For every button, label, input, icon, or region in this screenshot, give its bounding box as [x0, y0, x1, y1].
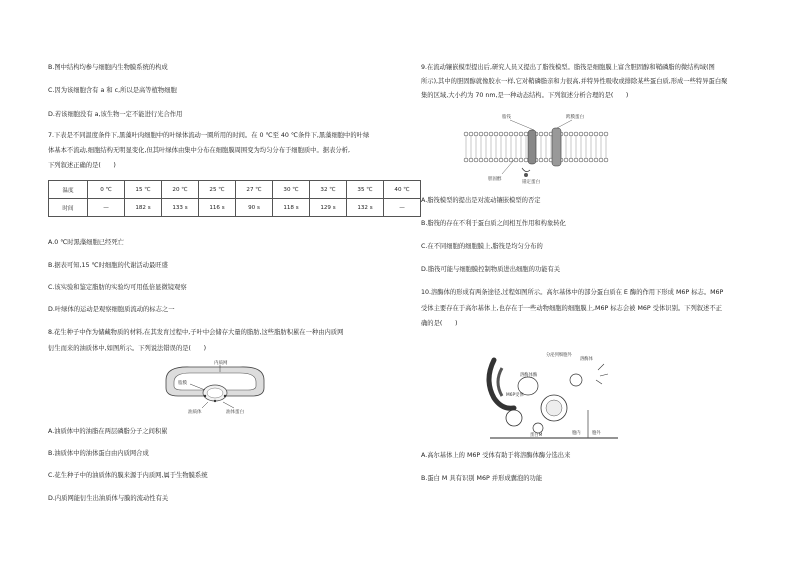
label-m6p-receptor: M6P受体	[506, 393, 524, 398]
label-raft: 脂筏	[502, 115, 511, 120]
lipid-head	[574, 132, 578, 136]
table-cell: 35 ℃	[347, 181, 384, 199]
q9-option-d: D.脂筏可能与细胞膜控制物质进出细胞的功能有关	[421, 266, 561, 273]
q7-stem-line2: 体基本不流动,细胞结构无明显变化,但其叶绿体由集中分布在细胞膜周围变为均匀分布于细胞质中。据表分析,	[48, 147, 350, 154]
lipid-head	[494, 132, 498, 136]
label-lysosome: 溶酶体	[580, 357, 593, 362]
lipid-head	[519, 158, 523, 162]
lipid-head	[464, 132, 468, 136]
lipid-head	[524, 158, 528, 162]
table-cell: 90 s	[236, 199, 273, 217]
oil-body-figure	[160, 360, 270, 416]
lipid-head	[479, 158, 483, 162]
lipid-head	[584, 158, 588, 162]
lipid-head	[509, 158, 513, 162]
q7-option-a: A.0 ℃时黑藻细胞已经死亡	[48, 239, 124, 246]
label-lipid-membrane: 脂膜	[178, 381, 187, 386]
lipid-head	[499, 132, 503, 136]
table-cell: —	[88, 199, 125, 217]
q10-stem-line2: 受体主要存在于高尔基体上,也存在于一些动物细胞的细胞膜上,M6P 标志会被 M6P 受体识别。下列叙述不正	[421, 305, 722, 312]
q7-option-c: C.该实验和鉴定脂肪的实验均可用低倍显微镜观察	[48, 284, 187, 291]
lipid-head	[584, 132, 588, 136]
q10-option-a: A.高尔基体上的 M6P 受体有助于将溶酶体酶分选出来	[421, 452, 571, 459]
q9-stem-line3: 集的区域,大小约为 70 nm,是一种动态结构。下列叙述分析合理的是( )	[421, 92, 629, 99]
lipid-head	[589, 132, 593, 136]
lipid-head	[524, 132, 528, 136]
lipid-raft-figure	[462, 112, 612, 184]
lipid-head	[539, 158, 543, 162]
lipid-head	[544, 132, 548, 136]
q10-stem-line1: 10.溶酶体的形成有两条途径,过程如图所示。高尔基体中的部分蛋白质在 E 酶的作用下形成 M6P 标志。M6P	[421, 289, 724, 296]
label-secreted: 分泌到细胞外	[546, 353, 572, 358]
lipid-head	[479, 132, 483, 136]
lipid-head	[594, 132, 598, 136]
label-oleosin: 油体蛋白	[226, 410, 244, 415]
q9-stem-line2: 所示),其中的胆固醇就像胶水一样,它对鞘磷脂亲和力很高,并特异性吸收或排除某些蛋白质,形成一些特异蛋白聚	[421, 78, 728, 85]
lipid-head	[579, 158, 583, 162]
q7-stem-line3: 下列叙述正确的是( )	[48, 162, 116, 169]
label-oil-body: 油质体	[188, 410, 202, 415]
q8-option-d: D.内质网能衍生出油质体与膜的流动性有关	[48, 495, 169, 502]
q6-option-b: B.图中结构均参与细胞内生物膜系统的构成	[48, 64, 168, 71]
table-cell: 时间	[49, 199, 88, 217]
label-extracellular: 胞外	[592, 431, 601, 436]
q9-stem-line1: 9.在流动镶嵌模型提出后,研究人员又提出了脂筏模型。脂筏是细胞膜上富含胆固醇和鞘磷脂的微结构域(图	[421, 64, 715, 71]
lipid-head	[499, 158, 503, 162]
lipid-head	[494, 158, 498, 162]
q9-option-b: B.脂筏的存在不利于蛋白质之间相互作用和构象转化	[421, 220, 566, 227]
table-cell: 116 s	[199, 199, 236, 217]
label-intracellular: 胞内	[572, 431, 581, 436]
q8-option-c: C.花生种子中的油质体的膜来源于内质网,属于生物膜系统	[48, 472, 208, 479]
label-protein-m: 蛋白M	[530, 433, 543, 438]
lipid-head	[604, 132, 608, 136]
lipid-head	[514, 132, 518, 136]
table-cell: 132 s	[347, 199, 384, 217]
lipid-head	[464, 158, 468, 162]
lipid-head	[569, 132, 573, 136]
label-transmembrane-protein: 跨膜蛋白	[566, 115, 584, 120]
lipid-head	[489, 158, 493, 162]
table-cell: 129 s	[310, 199, 347, 217]
lipid-head	[569, 158, 573, 162]
q8-stem-line1: 8.花生种子中作为储藏物质的材料,在其发育过程中,子叶中会储存大量的脂肪,这些脂肪积累在一种由内质网	[48, 329, 344, 336]
lipid-head	[599, 158, 603, 162]
table-cell: 温度	[49, 181, 88, 199]
lipid-head	[519, 132, 523, 136]
lipid-head	[574, 158, 578, 162]
lipid-head	[474, 158, 478, 162]
lipid-head	[489, 132, 493, 136]
lipid-head	[599, 132, 603, 136]
q8-option-b: B.油质体中的油体蛋白由内质网合成	[48, 450, 149, 457]
label-cholesterol: 胆固醇	[488, 177, 502, 182]
label-anchor-protein: 锚定蛋白	[522, 180, 540, 184]
lipid-head	[474, 132, 478, 136]
lipid-head	[509, 132, 513, 136]
q9-option-c: C.在不同细胞的细胞膜上,脂筏是均匀分布的	[421, 243, 543, 250]
table-cell: 15 ℃	[125, 181, 162, 199]
label-lysosomal-enzyme: 溶酶体酶	[520, 373, 538, 378]
label-er: 内质网	[214, 361, 228, 366]
table-cell: 0 ℃	[88, 181, 125, 199]
lipid-head	[594, 158, 598, 162]
table-cell: 30 ℃	[273, 181, 310, 199]
lipid-head	[579, 132, 583, 136]
lipid-head	[484, 132, 488, 136]
q8-option-a: A.油质体中的油脂在两层磷脂分子之间积累	[48, 428, 168, 435]
table-cell: 25 ℃	[199, 181, 236, 199]
q10-option-b: B.蛋白 M 具有识别 M6P 并形成囊泡的功能	[421, 475, 543, 482]
q6-option-c: C.因为该细胞含有 a 和 c,所以是高等植物细胞	[48, 87, 177, 94]
lipid-head	[544, 158, 548, 162]
q6-option-d: D.若该细胞没有 a,该生物一定不能进行光合作用	[48, 111, 183, 118]
lipid-head	[564, 158, 568, 162]
table-cell: 20 ℃	[162, 181, 199, 199]
q7-stem-line1: 7.下表是不同温度条件下,黑藻叶肉细胞中的叶绿体流动一圈所用的时间。在 0 ℃至 40 ℃条件下,黑藻细胞中的叶绿	[48, 132, 370, 139]
lipid-head	[504, 132, 508, 136]
lipid-head	[514, 158, 518, 162]
lipid-head	[469, 132, 473, 136]
lysosome-pathway-figure	[480, 350, 620, 442]
lipid-head	[589, 158, 593, 162]
table-cell: 32 ℃	[310, 181, 347, 199]
lipid-head	[539, 132, 543, 136]
lipid-head	[469, 158, 473, 162]
table-cell: 40 ℃	[384, 181, 421, 199]
q7-option-d: D.叶绿体的运动是观察细胞质流动的标志之一	[48, 306, 175, 313]
lipid-head	[604, 158, 608, 162]
q9-option-a: A.脂筏模型的提出是对流动镶嵌模型的否定	[421, 197, 541, 204]
q7-option-b: B.据表可知,15 ℃时细胞的代谢活动最旺盛	[48, 262, 168, 269]
lipid-head	[564, 132, 568, 136]
table-cell: 27 ℃	[236, 181, 273, 199]
lipid-head	[484, 158, 488, 162]
table-cell: —	[384, 199, 421, 217]
q10-stem-line3: 确的是( )	[421, 320, 458, 327]
q8-stem-line2: 衍生而来的油质体中,如图所示。下列说法错误的是( )	[48, 345, 207, 352]
lipid-head	[504, 158, 508, 162]
table-row	[49, 181, 421, 199]
table-row	[49, 199, 421, 217]
table-cell: 118 s	[273, 199, 310, 217]
q7-data-table	[48, 180, 421, 217]
table-cell: 133 s	[162, 199, 199, 217]
table-cell: 182 s	[125, 199, 162, 217]
